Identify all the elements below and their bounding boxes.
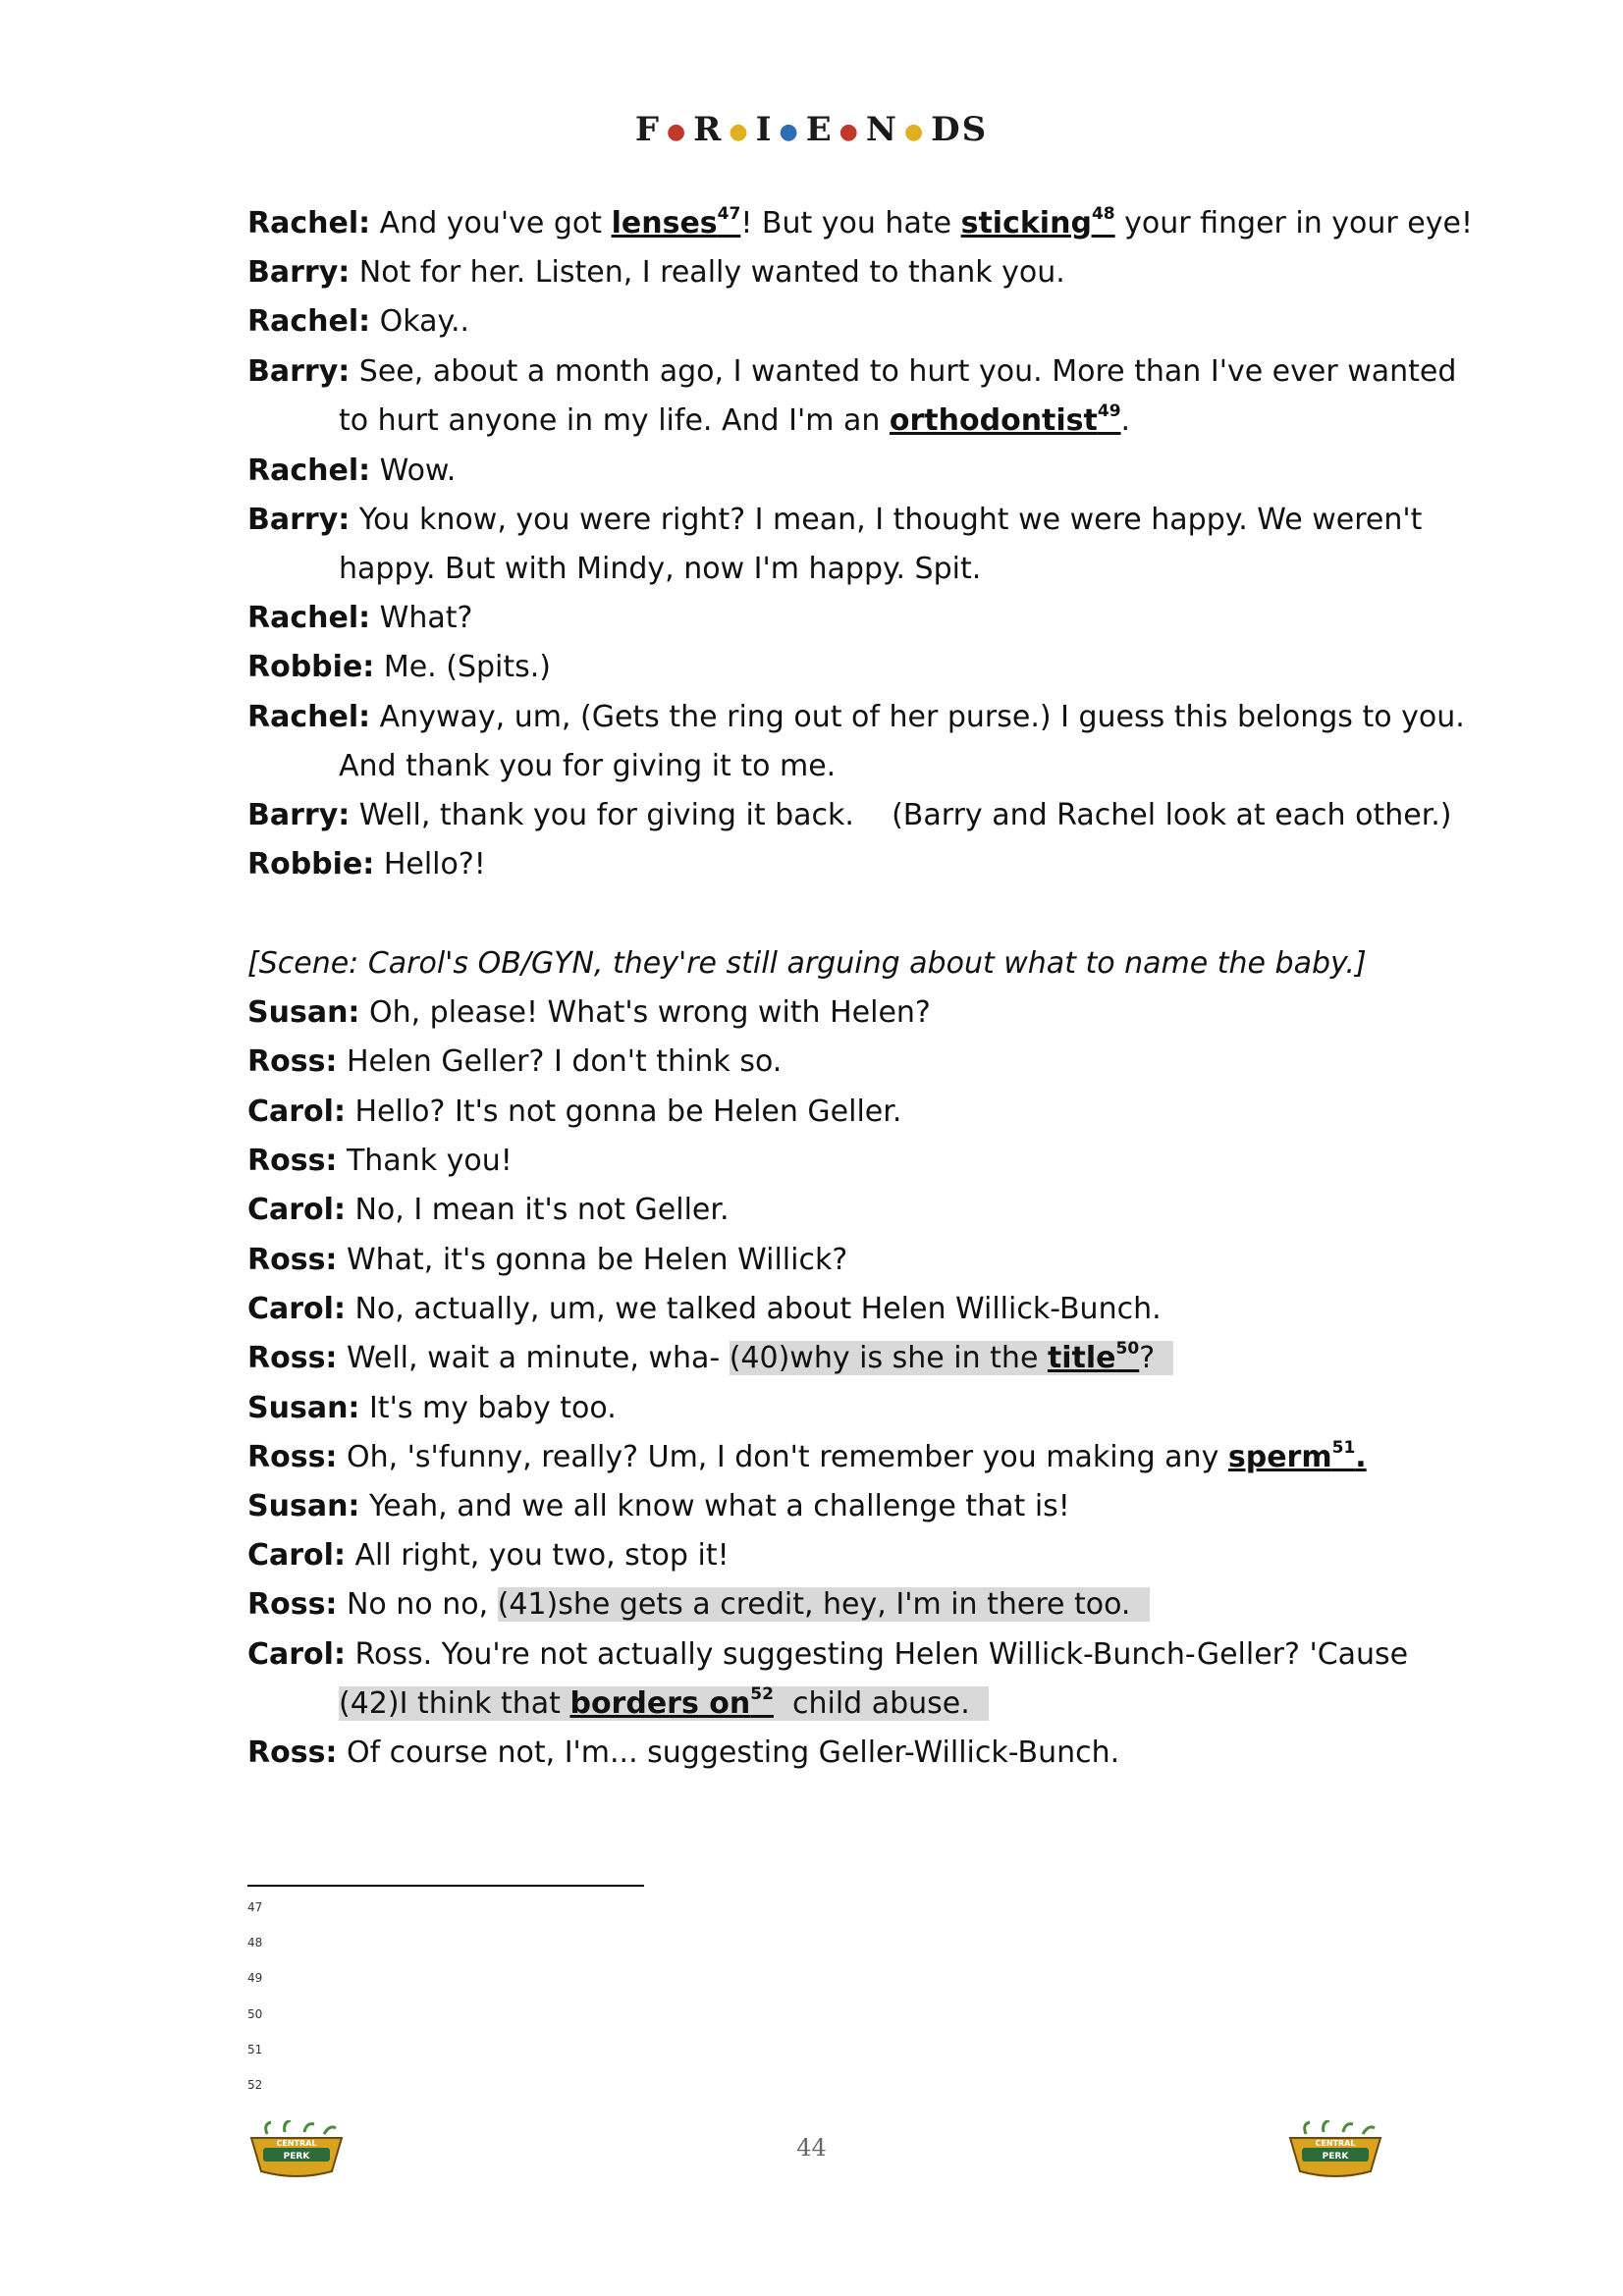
highlighted-question: (41)she gets a credit, hey, I'm in there too. <box>497 1587 1150 1622</box>
vocab-term: title$^{50}$ <box>1047 1339 1140 1375</box>
footnote-number: 48 <box>247 1936 263 1949</box>
speaker-name: Barry: <box>247 354 351 389</box>
vocab-term: borders $on^{52}$ <box>569 1684 774 1721</box>
speaker-name: Carol: <box>247 1538 346 1573</box>
speaker-name: Ross: <box>247 1044 338 1079</box>
dialogue-line: Robbie: Hello?! <box>247 847 486 881</box>
dialogue-line: Ross: No no no, (41)she gets a credit, hey, I'm in there too. <box>247 1587 1150 1622</box>
dialogue-continuation <box>339 1680 1497 1729</box>
speaker-name: Ross: <box>247 1587 338 1622</box>
scene-heading: [Scene: Carol's OB/GYN, they're still arguing about what to name the baby.] <box>247 946 1367 981</box>
footnote-ref: 49 <box>1097 401 1121 421</box>
friends-logo: F ● R ● I ● E ● N ● DS <box>634 110 989 149</box>
speaker-name: Carol: <box>247 1637 346 1672</box>
speaker-name: Susan: <box>247 995 360 1030</box>
speaker-name: Susan: <box>247 1489 360 1523</box>
vocab-term: lenses$^{47}$ <box>611 204 741 240</box>
speaker-name: Ross: <box>247 1341 338 1375</box>
dialogue-line: Susan: Yeah, and we all know what a challenge that is! <box>247 1489 1070 1523</box>
dialogue-line: Carol: No, I mean it's not Geller. <box>247 1193 730 1227</box>
dialogue-line: Rachel: Anyway, um, (Gets the ring out of her purse.) I guess this belongs to you. <box>247 700 1465 734</box>
dialogue-line: Carol: Hello? It's not gonna be Helen Geller. <box>247 1095 902 1129</box>
dialogue-line: Robbie: Me. (Spits.) <box>247 650 552 684</box>
dialogue-continuation: happy. But with Mindy, now I'm happy. Spit. <box>339 552 982 586</box>
central-perk-logo <box>1284 2120 1386 2181</box>
dialogue-line: Susan: It's my baby too. <box>247 1391 617 1425</box>
speaker-name: Carol: <box>247 1292 346 1326</box>
dialogue-line: Ross: Of course not, I'm... suggesting Geller-Willick-Bunch. <box>247 1735 1120 1770</box>
speaker-name: Barry: <box>247 798 351 832</box>
dialogue-line: Carol: No, actually, um, we talked about Helen Willick-Bunch. <box>247 1292 1162 1326</box>
footnote-separator <box>247 1885 644 1887</box>
speaker-name: Rachel: <box>247 206 371 240</box>
speaker-name: Barry: <box>247 503 351 537</box>
vocab-term: sperm$^{51}$. <box>1227 1438 1367 1474</box>
footnote-number: 51 <box>247 2043 263 2056</box>
speaker-name: Susan: <box>247 1391 360 1425</box>
footnote-ref: 52 <box>750 1684 774 1704</box>
speaker-name: Ross: <box>247 1144 338 1178</box>
footnote-ref: 47 <box>717 204 741 224</box>
svg-text:PERK: PERK <box>1322 2152 1349 2162</box>
footnote-ref: 51 <box>1331 1438 1356 1458</box>
dialogue-continuation: And thank you for giving it to me. <box>339 749 837 783</box>
dialogue-continuation: to hurt anyone in my life. And I'm an orthodontist$^{49}$. <box>339 401 1131 438</box>
speaker-name: Robbie: <box>247 650 375 684</box>
speaker-name: Ross: <box>247 1440 338 1474</box>
speaker-name: Ross: <box>247 1735 338 1770</box>
page-number: 44 <box>796 2134 827 2162</box>
speaker-name: Carol: <box>247 1193 346 1227</box>
footnote-number: 52 <box>247 2078 263 2092</box>
footnote-number: 50 <box>247 2007 263 2021</box>
dialogue-line: Ross: Oh, 's'funny, really? Um, I don't remember you making any sperm$^{51}$. <box>247 1438 1367 1474</box>
dialogue-line: Rachel: Wow. <box>247 454 457 488</box>
dialogue-line: Ross: Well, wait a minute, wha- (40)why is she in the title$^{50}$? <box>247 1339 1174 1375</box>
speaker-name: Barry: <box>247 255 351 290</box>
speaker-name: Rachel: <box>247 454 371 488</box>
dialogue-line: Barry: You know, you were right? I mean, I thought we were happy. We weren't <box>247 503 1423 537</box>
footnote-ref: 48 <box>1091 204 1115 224</box>
svg-text:CENTRAL: CENTRAL <box>1315 2139 1356 2148</box>
footnote-number: 49 <box>247 1971 263 1985</box>
dialogue-line: Rachel: And you've got lenses$^{47}$! But you hate sticking$^{48}$ your finger in your eye! <box>247 204 1473 240</box>
vocab-term: sticking$^{48}$ <box>960 204 1115 240</box>
dialogue-line: Rachel: What? <box>247 601 473 635</box>
dialogue-line: Carol: Ross. You're not actually suggesting Helen Willick-Bunch-Geller? 'Cause <box>247 1637 1409 1672</box>
dialogue-line: Barry: See, about a month ago, I wanted to hurt you. More than I've ever wanted <box>247 354 1457 389</box>
speaker-name: Rachel: <box>247 700 371 734</box>
speaker-name: Rachel: <box>247 601 371 635</box>
dialogue-line: Ross: Thank you! <box>247 1144 513 1178</box>
dialogue-line: Carol: All right, you two, stop it! <box>247 1538 730 1573</box>
speaker-name: Rachel: <box>247 304 371 339</box>
dialogue-line: Barry: Well, thank you for giving it back. (Barry and Rachel look at each other.) <box>247 798 1452 832</box>
highlighted-question: (42)I think that borders $on^{52}$ child abuse. <box>339 1684 989 1721</box>
speaker-name: Robbie: <box>247 847 375 881</box>
highlighted-question: (40)why is she in the title$^{50}$? <box>729 1339 1174 1375</box>
speaker-name: Ross: <box>247 1243 338 1277</box>
svg-text:PERK: PERK <box>283 2152 310 2162</box>
svg-text:CENTRAL: CENTRAL <box>276 2139 317 2148</box>
dialogue-line: Ross: Helen Geller? I don't think so. <box>247 1044 783 1079</box>
vocab-term: orthodontist$^{49}$ <box>889 401 1121 438</box>
footnote-ref: 50 <box>1115 1339 1140 1359</box>
speaker-name: Carol: <box>247 1095 346 1129</box>
dialogue-line: Ross: What, it's gonna be Helen Willick? <box>247 1243 848 1277</box>
dialogue-line: Rachel: Okay.. <box>247 304 470 339</box>
dialogue-line: Susan: Oh, please! What's wrong with Helen? <box>247 995 931 1030</box>
footnote-number: 47 <box>247 1900 263 1914</box>
dialogue-line: Barry: Not for her. Listen, I really wanted to thank you. <box>247 255 1065 290</box>
